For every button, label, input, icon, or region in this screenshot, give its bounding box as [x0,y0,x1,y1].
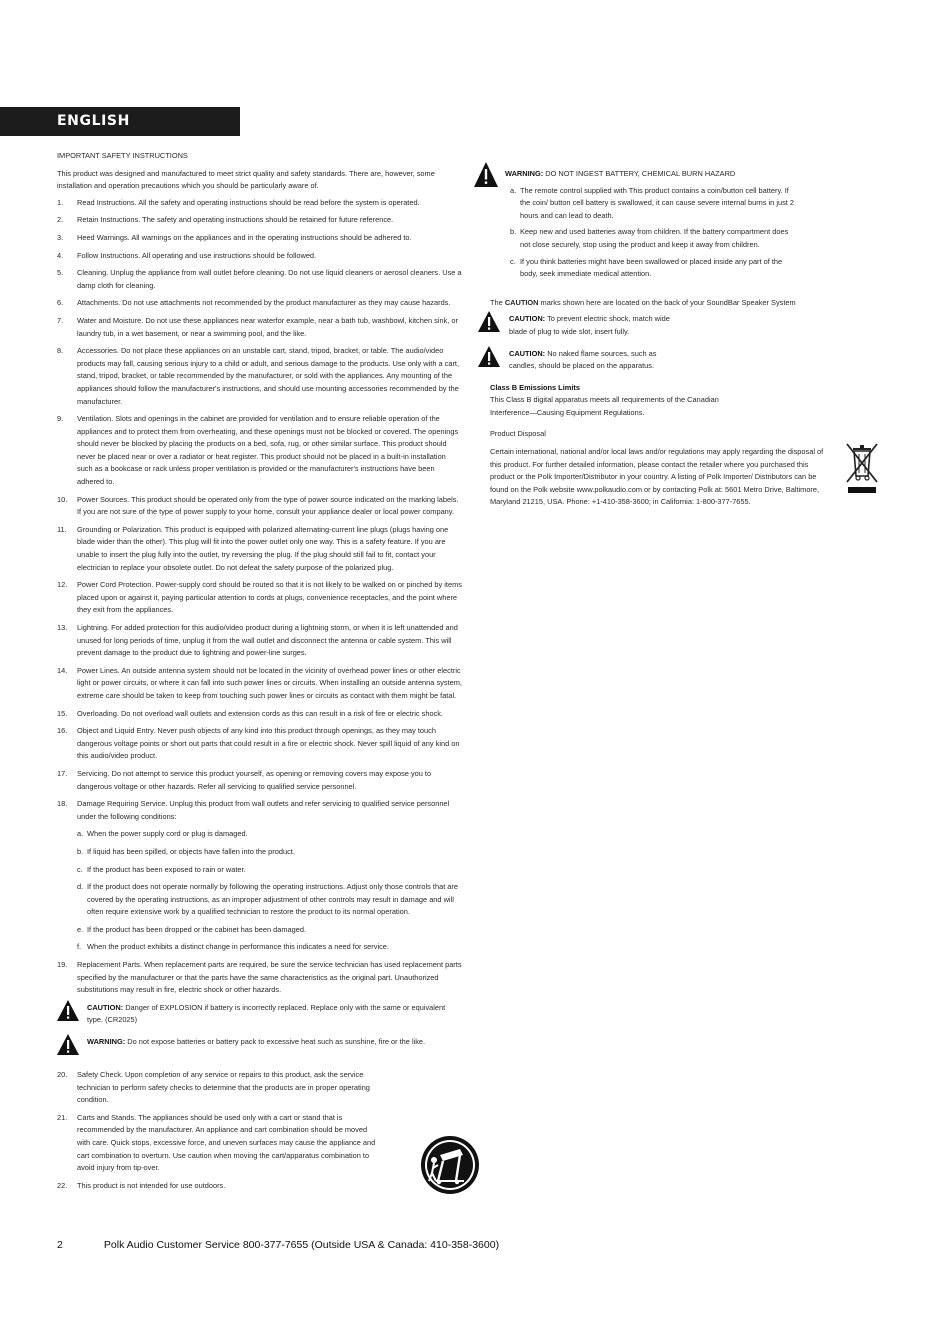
list-item [57,1069,382,1107]
item-text: If liquid has been spilled, or objects have fallen into the product. [87,846,295,856]
caution-note-post: marks shown here are located on the back of your SoundBar Speaker System [540,297,796,307]
item-number: 18. [57,799,68,809]
disposal-title: Product Disposal [490,428,546,438]
item-text: Grounding or Polarization. This product is equipped with polarized alternating-current line plugs (plugs having one blade wider than the other). This plug will fit into the power outlet only one way. This is a safety feature. If you are unable to insert the plug fully into the outlet, try reversing the plug. If the plug should still fail to fit, contact your electrician to replace your obsolete outlet. Do not defeat the safety purpose of the polarized plug. [77,524,449,572]
item-number: 9. [57,414,64,424]
list-item [57,665,462,703]
disposal-text: Certain international, national and/or local laws and/or regulations may apply regarding the disposal of this product. For further detailed information, please contact the retailer where you purchased this product or the Polk Importer/Distributor in your country. A listing of Polk Importer/ Distributors can be found on the Polk website www.polkaudio.com or by contacting Polk at: 5601 Metro Drive, Baltimore, Maryland 21215, USA. Phone: +1-410-358-3600; in California: 1-800-377-7655. [490,447,824,507]
item-text: Damage Requiring Service. Unplug this product from wall outlets and refer servicing to qualified service personnel under the following conditions: [77,799,450,821]
class-b-title: Class B Emissions Limits [490,382,580,392]
item-text: Power Lines. An outside antenna system should not be located in the vicinity of overhead power lines or other electric light or power circuits, or where it can fall into such power lines or circuits. When installing an outside antenna system, extreme care should be taken to keep from touching such power lines or circuits as contact with them might be fatal. [77,665,462,700]
list-item [57,941,462,954]
list-item [57,345,462,408]
list-item [490,256,795,281]
list-item [57,846,462,859]
list-item [57,1180,382,1193]
right-column [490,168,835,509]
item-text: Water and Moisture. Do not use these appliances near waterfor example, near a bath tub, washbowl, kitchen sink, or laundry tub, in a wet basement, or near a swimming pool, and the like. [77,315,458,338]
warning-battery [505,168,835,181]
safety-list [57,197,462,824]
caution-text: No naked flame sources, such as candles, should be placed on the apparatus. [509,348,657,371]
list-item [57,725,462,763]
list-item [57,959,462,997]
caution-note-word: CAUTION [504,297,539,307]
item-number: 3. [57,232,64,242]
list-item [57,798,462,823]
safety-list-end [57,1069,462,1192]
caution-text: To prevent electric shock, match wide blade of plug to wide slot, insert fully. [509,314,670,336]
page-footer [57,1239,499,1251]
item-text: Lightning. For added protection for this audio/video product during a lightning storm, or when it is left unattended and unused for long periods of time, unplug it from the wall outlet and disconnect the antenna or cable system. This will prevent damage to the product due to lightning and power-line surges. [77,623,458,658]
item-number: 21. [57,1112,68,1122]
item-number: 12. [57,580,68,590]
item-text: If the product does not operate normally by following the operating instructions. Adjust only those controls that are covered by the operating instructions, as an improper adjustment of other controls may result in damage and will often require extensive work by a qualified technician to restore the product to its normal operation. [87,882,458,917]
list-item [490,185,795,223]
list-item [57,924,462,937]
language-header [0,107,240,136]
item-number: 6. [57,298,64,308]
item-text: Power Sources. This product should be operated only from the type of power source indicated on the marking labels. If you are not sure of the type of power supply to your home, consult your appliance dealer or local power company. [77,494,459,517]
item-number: 10. [57,494,68,504]
caution-label: CAUTION: [509,348,546,358]
item-text: Cleaning. Unplug the appliance from wall outlet before cleaning. Do not use liquid cleaners or aerosol cleaners. Use a damp cloth for cleaning. [77,268,462,290]
item-number: 1. [57,197,64,207]
item-text: Power Cord Protection. Power-supply cord should be routed so that it is not likely to be walked on or pinched by items placed upon or against it, paying particular attention to cords at plugs, convenience receptacles, and the point where they exit from the appliances. [77,580,462,615]
item-text: Overloading. Do not overload wall outlets and extension cords as this can result in a risk of fire or electric shock. [77,708,444,718]
damage-conditions-list [57,828,462,954]
item-text: Replacement Parts. When replacement parts are required, be sure the service technician has used replacement parts specified by the manufacturer or that the parts have the same characteristics as the original part. Unauthorized substitutions may result in fire, electric shock or other hazards. [77,960,462,995]
intro-paragraph: This product was designed and manufactured to meet strict quality and safety standards. There are, however, some installation and operation precautions which you should be particularly aware of. [57,168,435,191]
item-text: When the product exhibits a distinct change in performance this indicates a need for service. [87,942,389,952]
list-item [57,1112,382,1175]
crossed-bin-icon [845,442,879,494]
item-number: 22. [57,1180,68,1190]
item-number: 15. [57,708,68,718]
item-number: 11. [57,524,67,534]
list-item [57,524,462,574]
item-number: 20. [57,1070,68,1080]
list-item [57,413,462,489]
item-text: Servicing. Do not attempt to service this product yourself, as opening or removing covers may expose you to dangerous voltage or other hazards. Refer all servicing to qualified service personnel. [77,768,432,791]
list-item [57,579,462,617]
caution-marks-note [490,297,835,310]
warning-triangle-icon [478,311,500,332]
warning-label: WARNING: [505,169,544,178]
warning-triangle-icon [478,346,500,367]
item-letter: e. [77,924,84,934]
caution-shock [478,313,678,338]
page-number: 2 [57,1239,63,1251]
caution-flame [478,348,678,373]
list-item [57,267,462,292]
item-letter: b. [77,846,84,856]
item-number: 16. [57,726,68,736]
item-letter: c. [510,256,516,266]
list-item [57,881,462,919]
item-text: If the product has been exposed to rain or water. [87,864,246,874]
item-text: If you think batteries might have been swallowed or placed inside any part of the body, seek immediate medical attention. [520,256,783,279]
left-column [57,150,462,1197]
warning-heat [57,1036,462,1060]
item-text: Keep new and used batteries away from children. If the battery compartment does not close securely, stop using the product and keep it away from children. [520,227,789,249]
item-text: This product is not intended for use outdoors. [77,1180,226,1190]
item-text: Safety Check. Upon completion of any service or repairs to this product, ask the service technician to perform safety checks to determine that the products are in proper operating condition. [77,1070,370,1105]
item-letter: f. [77,942,82,952]
cart-tip-over-icon [420,1135,480,1195]
list-item [57,315,462,340]
list-item [57,768,462,793]
list-item [57,864,462,877]
item-letter: a. [77,829,84,839]
list-item [57,622,462,660]
item-letter: b. [510,227,517,237]
list-item [57,297,462,310]
item-text: Carts and Stands. The appliances should be used only with a cart or stand that is recommended by the manufacturer. An appliance and cart combination should be moved with care. Quick stops, excessive force, and uneven surfaces may cause the appliance and cart combination to overturn. Use caution when moving the cart/apparatus combination to avoid injury from tip-over. [77,1112,376,1173]
item-text: Heed Warnings. All warnings on the appliances and in the operating instructions should be adhered to. [77,232,412,242]
item-number: 14. [57,665,68,675]
caution-battery [57,1002,462,1027]
warning-triangle-icon [57,1000,79,1021]
item-text: Attachments. Do not use attachments not recommended by the product manufacturer as they may cause hazards. [77,298,451,308]
item-number: 4. [57,250,64,260]
item-number: 19. [57,960,68,970]
item-number: 17. [57,768,68,778]
warning-triangle-icon [57,1034,79,1055]
caution-text: Danger of EXPLOSION if battery is incorrectly replaced. Replace only with the same or equivalent type. (CR2025) [87,1002,446,1025]
item-number: 13. [57,623,68,632]
class-b-text: This Class B digital apparatus meets all requirements of the Canadian Interference—Causing Equipment Regulations. [490,395,719,417]
list-item [57,214,462,227]
item-number: 7. [57,315,64,325]
caution-note-pre: The [490,297,503,307]
list-item [57,197,462,210]
list-item [57,494,462,519]
item-number: 5. [57,268,64,278]
item-text: If the product has been dropped or the cabinet has been damaged. [87,924,307,934]
list-item [57,708,462,721]
battery-warning-list [490,185,835,281]
caution-label: CAUTION: [87,1002,124,1012]
item-text: Read Instructions. All the safety and operating instructions should be read before the system is operated. [77,197,420,207]
item-text: Ventilation. Slots and openings in the cabinet are provided for ventilation and to ensure reliable operation of the appliances and to protect them from overheating, and these openings must not be blocked or covered. The openings should never be blocked by placing the products on a bed, sofa, rug, or other similar surface. This product should never be placed near or over a radiator or heat register. This product should not be placed in a built-in installation such as a bookcase or rack unless proper ventilation is provided or the manufacturer's instructions have been adhered to. [77,414,459,487]
item-letter: c. [77,864,83,874]
item-text: When the power supply cord or plug is damaged. [87,829,248,839]
item-text: Retain Instructions. The safety and operating instructions should be retained for future reference. [77,215,394,225]
item-number: 2. [57,215,64,225]
list-item [57,232,462,245]
footer-text: Polk Audio Customer Service 800-377-7655 (Outside USA & Canada: 410-358-3600) [103,1239,500,1251]
section-title: IMPORTANT SAFETY INSTRUCTIONS [57,151,188,160]
item-text: Follow Instructions. All operating and use instructions should be followed. [77,250,317,260]
list-item [490,226,795,251]
item-text: The remote control supplied with This product contains a coin/button cell battery. If the coin/ button cell battery is swallowed, it can cause severe internal burns in just 2 hours and can lead to death. [520,185,795,220]
item-text: Accessories. Do not place these appliances on an unstable cart, stand, tripod, bracket, or table. The audio/video products may fall, causing serious injury to a child or adult, and serious damage to the products. Use only with a cart, stand, tripod, bracket, or table recommended by the manufacturer, or sold with the appliances. Any mounting of the appliances should follow the manufacturer's instructions, and should use mounting accessories recommended by the manufacturer. [77,346,460,406]
warning-text: Do not expose batteries or battery pack to excessive heat such as sunshine, fire or the like. [127,1037,426,1047]
item-number: 8. [57,346,64,356]
item-text: Object and Liquid Entry. Never push objects of any kind into this product through openings, as they may touch dangerous voltage points or short out parts that could result in a fire or electric shock. Never spill liquid of any kind on this audio/video product. [77,726,460,761]
warning-label: WARNING: [87,1037,126,1047]
language-label: ENGLISH [57,113,130,129]
item-letter: a. [510,185,517,195]
warning-text: DO NOT INGEST BATTERY, CHEMICAL BURN HAZARD [545,169,736,178]
item-letter: d. [77,882,84,892]
list-item [57,828,462,841]
caution-label: CAUTION: [509,314,546,324]
list-item [57,250,462,263]
